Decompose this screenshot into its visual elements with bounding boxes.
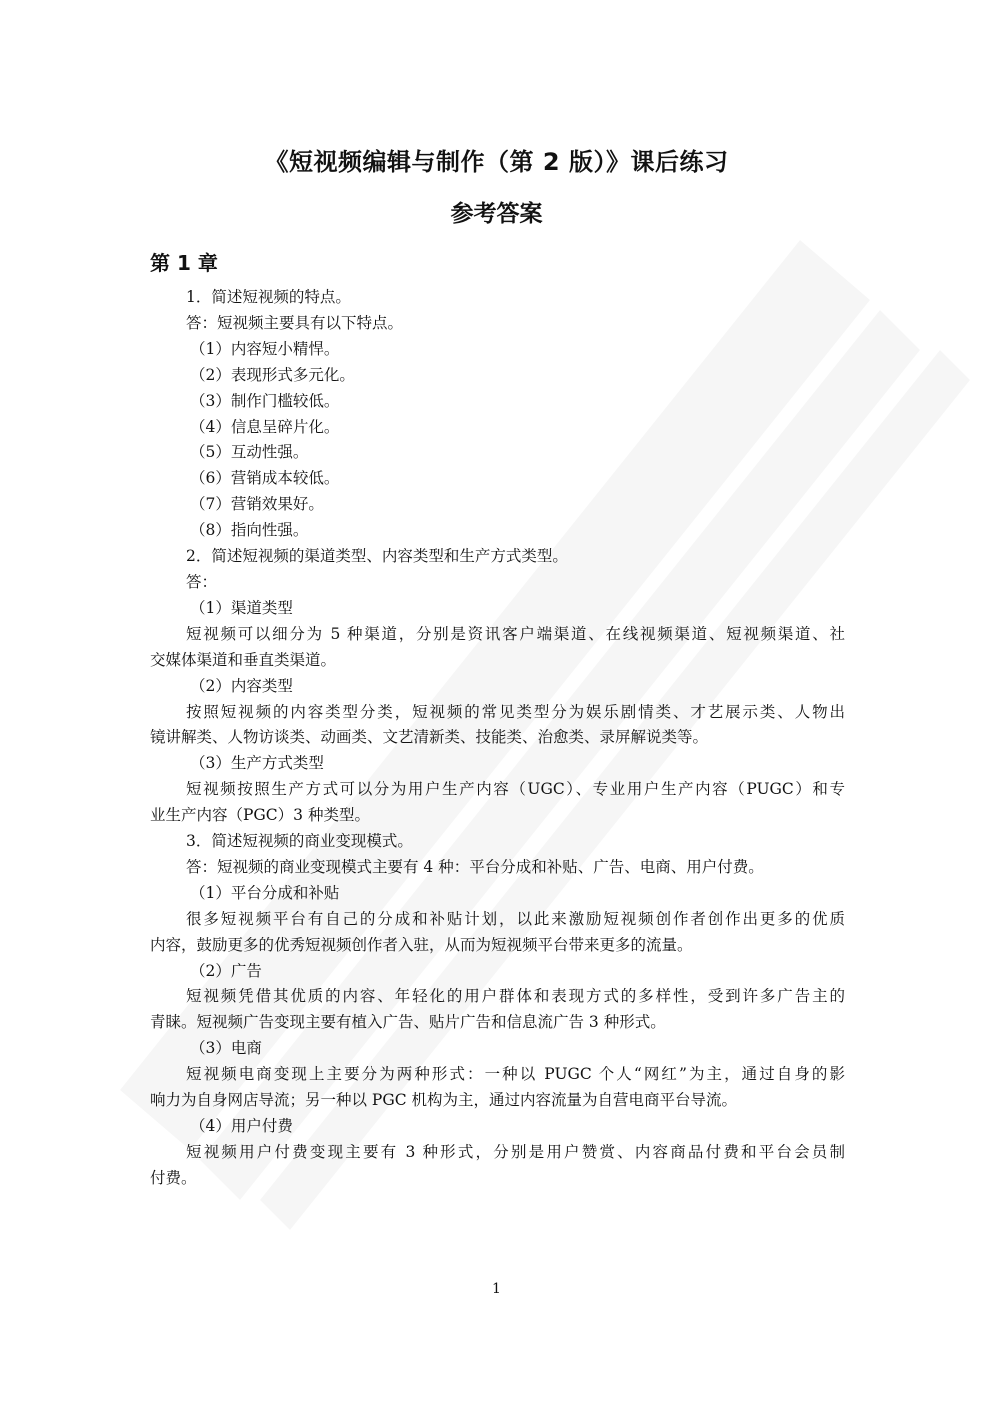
list-item: （2）广告 [190, 961, 262, 980]
list-item: （4）信息呈碎片化。 [190, 417, 340, 436]
page-number: 1 [492, 1281, 501, 1297]
text-line: 响力为自身网店导流；另一种以 PGC 机构为主，通过内容流量为自营电商平台导流。 [150, 1091, 738, 1110]
list-item: （1）平台分成和补贴 [190, 883, 340, 902]
text-line: 短视频凭借其优质的内容、年轻化的用户群体和表现方式的多样性，受到许多广告主的 [186, 987, 845, 1006]
list-item: （2）内容类型 [190, 676, 293, 695]
text-line: 短视频电商变现上主要分为两种形式：一种以 PUGC 个人“网红”为主，通过自身的影 [186, 1065, 845, 1084]
text-line: 交媒体渠道和垂直类渠道。 [150, 650, 337, 669]
text-line: 短视频可以细分为 5 种渠道，分别是资讯客户端渠道、在线视频渠道、短视频渠道、社 [186, 624, 845, 643]
text-line: 1．简述短视频的特点。 [186, 288, 351, 306]
text-line: 很多短视频平台有自己的分成和补贴计划，以此来激励短视频创作者创作出更多的优质 [186, 909, 845, 928]
list-item: （1）渠道类型 [190, 598, 293, 617]
chapter-heading: 第 1 章 [150, 251, 218, 275]
text-line: 付费。 [150, 1168, 197, 1187]
document-title: 《短视频编辑与制作（第 2 版）》课后练习 [264, 148, 729, 176]
document-body [150, 285, 845, 1192]
list-item: （7）营销效果好。 [190, 495, 324, 514]
list-item: （4）用户付费 [190, 1117, 293, 1135]
list-item: （6）营销成本较低。 [190, 469, 340, 488]
list-item: （8）指向性强。 [190, 521, 309, 540]
text-line: 镜讲解类、人物访谈类、动画类、文艺清新类、技能类、治愈类、录屏解说类等。 [150, 728, 709, 747]
text-line: 答：短视频的商业变现模式主要有 4 种：平台分成和补贴、广告、电商、用户付费。 [186, 857, 764, 876]
text-line: 答：短视频主要具有以下特点。 [186, 313, 404, 332]
text-line: 短视频用户付费变现主要有 3 种形式，分别是用户赞赏、内容商品付费和平台会员制 [186, 1142, 845, 1161]
list-item: （3）制作门槛较低。 [190, 391, 340, 410]
list-item: （5）互动性强。 [190, 443, 309, 462]
text-line: 答： [186, 572, 218, 591]
text-line: 3．简述短视频的商业变现模式。 [186, 832, 413, 851]
text-line: 内容，鼓励更多的优秀短视频创作者入驻，从而为短视频平台带来更多的流量。 [150, 935, 693, 954]
text-line: 按照短视频的内容类型分类，短视频的常见类型分为娱乐剧情类、才艺展示类、人物出 [186, 702, 845, 721]
list-item: （1）内容短小精悍。 [190, 339, 340, 358]
text-line: 业生产内容（PGC）3 种类型。 [150, 806, 370, 825]
text-line: 2．简述短视频的渠道类型、内容类型和生产方式类型。 [186, 547, 568, 566]
list-item: （3）电商 [190, 1039, 262, 1058]
document-subtitle: 参考答案 [450, 201, 543, 227]
text-line: 短视频按照生产方式可以分为用户生产内容（UGC）、专业用户生产内容（PUGC）和专 [186, 780, 845, 799]
list-item: （3）生产方式类型 [190, 754, 324, 773]
list-item: （2）表现形式多元化。 [190, 365, 355, 384]
text-line: 青睐。短视频广告变现主要有植入广告、贴片广告和信息流广告 3 种形式。 [150, 1013, 666, 1032]
